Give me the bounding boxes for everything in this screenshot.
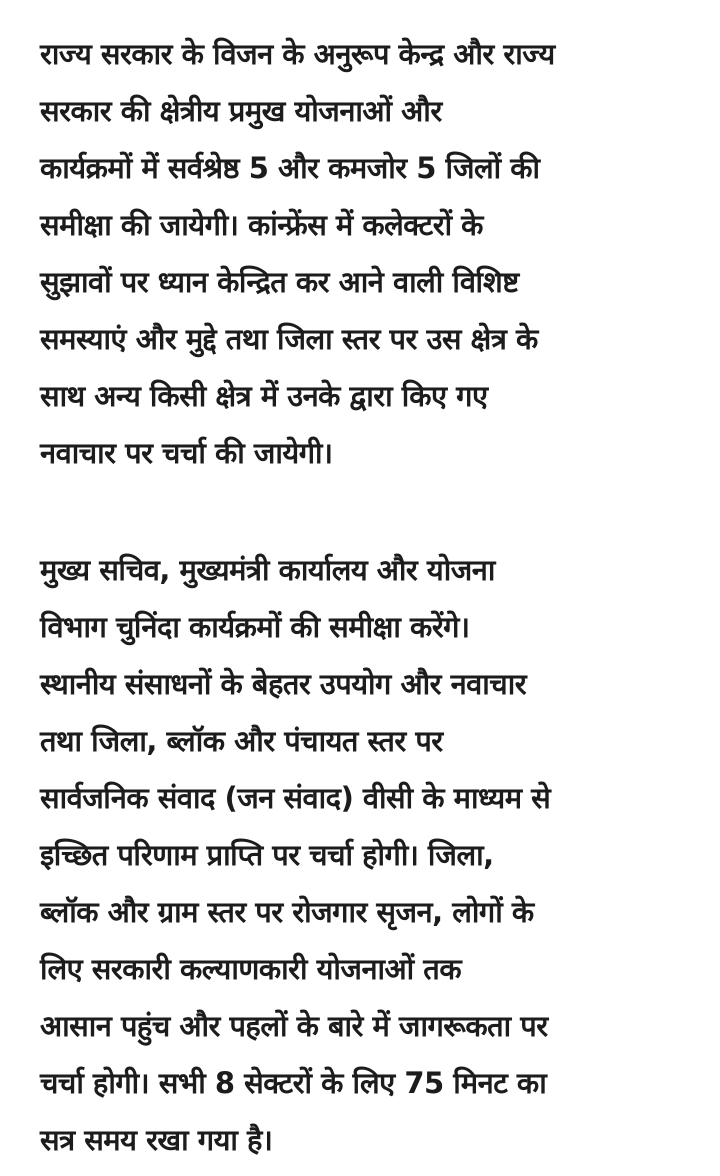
- text-line: सार्वजनिक संवाद (जन संवाद) वीसी के माध्यम से: [40, 781, 551, 815]
- text-line: ब्लॉक और ग्राम स्तर पर रोजगार सृजन, लोगों के: [40, 895, 534, 929]
- paragraph-1: [40, 26, 688, 482]
- text-line: चर्चा होगी। सभी 8 सेक्टरों के लिए 75 मिनट का: [40, 1066, 547, 1100]
- text-line: मुख्य सचिव, मुख्यमंत्री कार्यालय और योजना: [40, 553, 495, 587]
- text-line: नवाचार पर चर्चा की जायेगी।: [40, 436, 333, 470]
- text-line: तथा जिला, ब्लॉक और पंचायत स्तर पर: [40, 724, 443, 758]
- text-line: आसान पहुंच और पहलों के बारे में जागरूकता पर: [40, 1009, 548, 1043]
- text-line: विभाग चुनिंदा कार्यक्रमों की समीक्षा करेंगे।: [40, 610, 470, 644]
- text-line: स्थानीय संसाधनों के बेहतर उपयोग और नवाचार: [40, 667, 527, 701]
- article-body: [40, 26, 688, 1169]
- paragraph-2: [40, 542, 688, 1169]
- text-line: सत्र समय रखा गया है।: [40, 1123, 273, 1157]
- text-line: समस्याएं और मुद्दे तथा जिला स्तर पर उस क्षेत्र के: [40, 322, 538, 356]
- text-line: लिए सरकारी कल्याणकारी योजनाओं तक: [40, 952, 462, 986]
- text-line: समीक्षा की जायेगी। कांन्फ्रेंस में कलेक्टरों के: [40, 208, 483, 242]
- text-line: सरकार की क्षेत्रीय प्रमुख योजनाओं और: [40, 94, 442, 128]
- text-line: इच्छित परिणाम प्राप्ति पर चर्चा होगी। जिला,: [40, 838, 494, 872]
- text-line: कार्यक्रमों में सर्वश्रेष्ठ 5 और कमजोर 5 जिलों की: [40, 151, 540, 185]
- text-line: सुझावों पर ध्यान केन्द्रित कर आने वाली विशिष्ट: [40, 265, 519, 299]
- text-line: राज्य सरकार के विजन के अनुरूप केन्द्र और राज्य: [40, 37, 555, 71]
- text-line: साथ अन्य किसी क्षेत्र में उनके द्वारा किए गए: [40, 379, 488, 413]
